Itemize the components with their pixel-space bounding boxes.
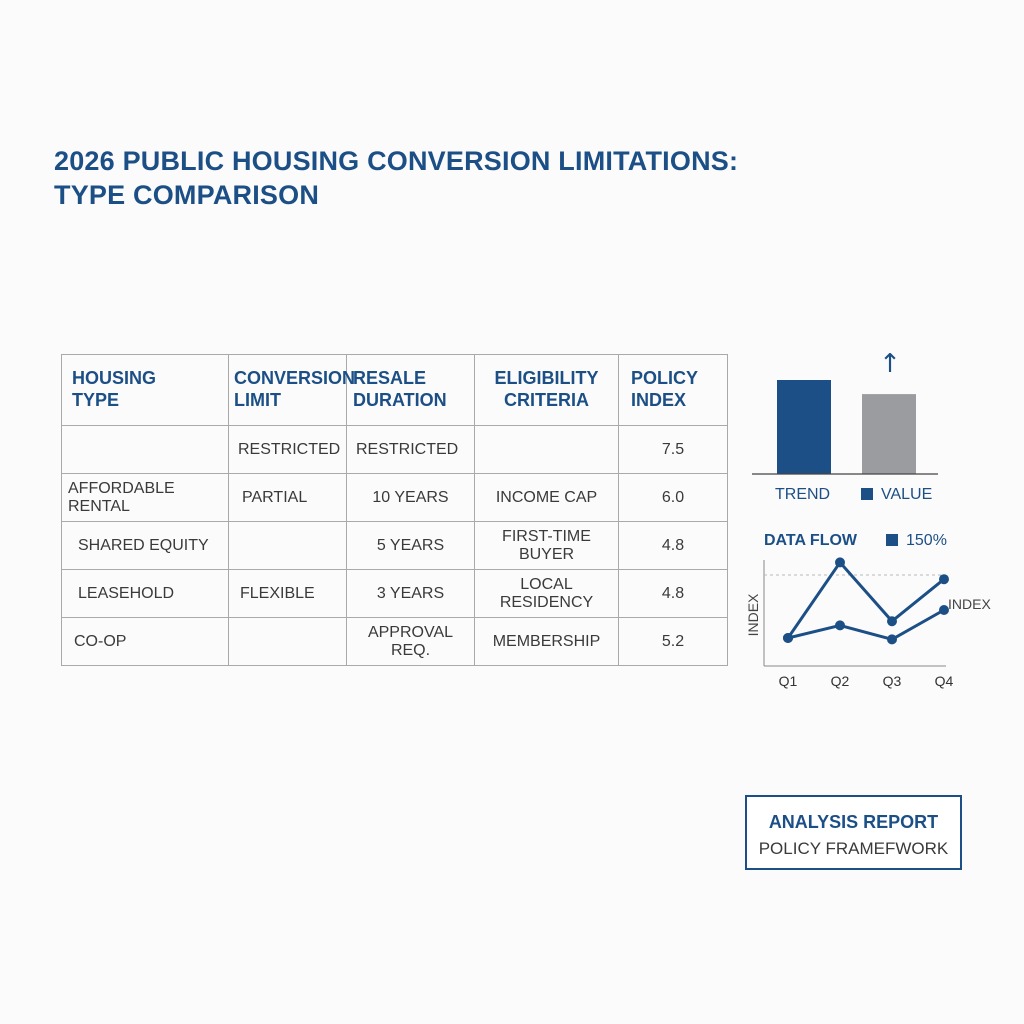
table-header-row — [62, 355, 728, 426]
page-title — [54, 144, 738, 212]
bar-value — [862, 394, 916, 474]
report-subheading: POLICY FRAMEFWORK — [758, 839, 949, 858]
cell-resale-duration: 10 YEARS — [347, 474, 475, 522]
series-line-2 — [788, 610, 944, 639]
cell-eligibility-criteria — [475, 426, 619, 474]
data-point — [887, 634, 897, 644]
cell-policy-index: 7.5 — [619, 426, 728, 474]
legend-value — [861, 486, 932, 504]
y-axis-label: INDEX — [745, 593, 761, 637]
report-heading: ANALYSIS REPORT — [768, 812, 939, 832]
cell-resale-duration: 5 YEARS — [347, 522, 475, 570]
cell-housing-type — [62, 426, 229, 474]
data-point — [835, 557, 845, 567]
header-eligibility-criteria: ELIGIBILITY CRITERIA — [475, 355, 619, 426]
header-conversion-limit: CONVERSION LIMIT — [229, 355, 347, 426]
legend-value-label: VALUE — [881, 486, 933, 503]
cell-housing-type: AFFORDABLE RENTAL — [62, 474, 229, 522]
legend-value-swatch — [861, 488, 873, 500]
cell-housing-type: CO-OP — [62, 618, 229, 666]
table-row — [62, 474, 728, 522]
cell-housing-type: LEASEHOLD — [62, 570, 229, 618]
x-tick-label: Q2 — [830, 673, 850, 689]
series-line-1 — [788, 562, 944, 638]
cell-housing-type: SHARED EQUITY — [62, 522, 229, 570]
series-label: INDEX — [948, 596, 991, 612]
bar-chart — [740, 340, 950, 480]
cell-resale-duration: RESTRICTED — [347, 426, 475, 474]
data-point — [835, 620, 845, 630]
header-resale-duration: RESALE DURATION — [347, 355, 475, 426]
cell-policy-index: 4.8 — [619, 570, 728, 618]
title-line-2: TYPE COMPARISON — [54, 180, 320, 210]
title-line-1: 2026 PUBLIC HOUSING CONVERSION LIMITATIONS: — [54, 146, 739, 176]
cell-eligibility-criteria: LOCAL RESIDENCY — [475, 570, 619, 618]
bar-trend — [777, 380, 831, 474]
cell-conversion-limit — [229, 618, 347, 666]
cell-conversion-limit: RESTRICTED — [229, 426, 347, 474]
cell-conversion-limit — [229, 522, 347, 570]
data-point — [783, 633, 793, 643]
line-chart — [740, 520, 991, 700]
cell-conversion-limit: FLEXIBLE — [229, 570, 347, 618]
cell-policy-index: 4.8 — [619, 522, 728, 570]
cell-eligibility-criteria: FIRST-TIME BUYER — [475, 522, 619, 570]
table-row — [62, 618, 728, 666]
x-tick-label: Q4 — [934, 673, 954, 689]
up-arrow-icon: ↑ — [879, 349, 901, 379]
data-flow-title: DATA FLOW — [764, 532, 858, 549]
cell-resale-duration: APPROVAL REQ. — [347, 618, 475, 666]
header-housing-type: HOUSING TYPE — [62, 355, 229, 426]
table-row — [62, 522, 728, 570]
x-tick-label: Q3 — [882, 673, 902, 689]
cell-policy-index: 5.2 — [619, 618, 728, 666]
data-flow-percent: 150% — [906, 532, 947, 549]
cell-policy-index: 6.0 — [619, 474, 728, 522]
data-point — [939, 574, 949, 584]
analysis-report-box — [745, 795, 962, 870]
legend-trend-label: TREND — [775, 486, 831, 503]
cell-eligibility-criteria: MEMBERSHIP — [475, 618, 619, 666]
table-row — [62, 570, 728, 618]
table-row — [62, 426, 728, 474]
cell-eligibility-criteria: INCOME CAP — [475, 474, 619, 522]
policy-comparison-table — [61, 354, 728, 666]
cell-resale-duration: 3 YEARS — [347, 570, 475, 618]
cell-conversion-limit: PARTIAL — [229, 474, 347, 522]
header-policy-index: POLICY INDEX — [619, 355, 728, 426]
x-tick-label: Q1 — [778, 673, 798, 689]
data-point — [887, 616, 897, 626]
